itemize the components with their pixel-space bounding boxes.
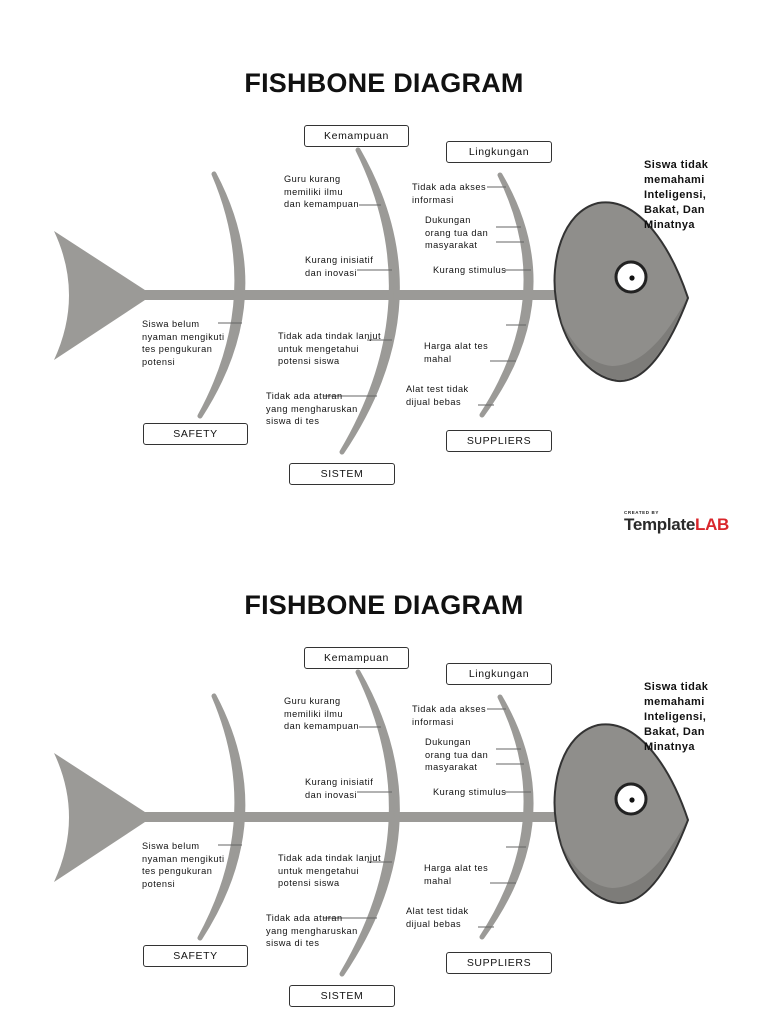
category-kemampuan: Kemampuan: [304, 125, 409, 147]
cause-kemampuan-2: Kurang inisiatif dan inovasi: [305, 255, 374, 278]
brand-name-part2: LAB: [694, 515, 730, 534]
cause-sistem-1: Tidak ada tindak lanjut untuk mengetahui potensi siswa: [278, 331, 382, 366]
diagram-title: FISHBONE DIAGRAM: [244, 590, 524, 620]
fishbone-drawing: [0, 0, 768, 500]
cause-lingkungan-1: Tidak ada akses informasi: [412, 704, 487, 727]
cause-lingkungan-2: Dukungan orang tua dan masyarakat: [425, 215, 489, 250]
cause-kemampuan-1: Guru kurang memiliki ilmu dan kemampuan: [284, 174, 359, 209]
brand-name-part1: Template: [624, 515, 695, 534]
effect-label: Siswa tidak memahami Inteligensi, Bakat, Dan Minatnya: [644, 159, 709, 231]
cause-safety-1: Siswa belum nyaman mengikuti tes pengukuran potensi: [142, 841, 225, 889]
fish-spine: [140, 812, 560, 822]
cause-suppliers-2: Alat test tidak dijual bebas: [406, 906, 469, 929]
cause-lingkungan-1: Tidak ada akses informasi: [412, 182, 487, 205]
cause-lingkungan-3: Kurang stimulus: [433, 265, 507, 275]
fish-pupil: [629, 797, 634, 802]
category-kemampuan: Kemampuan: [304, 647, 409, 669]
category-lingkungan: Lingkungan: [446, 663, 552, 685]
category-safety: SAFETY: [143, 423, 248, 445]
fish-tail: [54, 753, 148, 882]
diagram-title: FISHBONE DIAGRAM: [244, 68, 524, 98]
cause-lingkungan-3: Kurang stimulus: [433, 787, 507, 797]
cause-lingkungan-2: Dukungan orang tua dan masyarakat: [425, 737, 489, 772]
cause-suppliers-2: Alat test tidak dijual bebas: [406, 384, 469, 407]
category-sistem: SISTEM: [289, 985, 395, 1007]
category-safety: SAFETY: [143, 945, 248, 967]
cause-suppliers-1: Harga alat tes mahal: [424, 863, 489, 886]
fishbone-diagram-2: [0, 522, 768, 1022]
fish-tail: [54, 231, 148, 360]
cause-sistem-2: Tidak ada aturan yang mengharuskan siswa di tes: [266, 913, 358, 948]
cause-kemampuan-2: Kurang inisiatif dan inovasi: [305, 777, 374, 800]
cause-suppliers-1: Harga alat tes mahal: [424, 341, 489, 364]
category-suppliers: SUPPLIERS: [446, 430, 552, 452]
fish-pupil: [629, 275, 634, 280]
cause-sistem-1: Tidak ada tindak lanjut untuk mengetahui potensi siswa: [278, 853, 382, 888]
fish-spine: [140, 290, 560, 300]
category-suppliers: SUPPLIERS: [446, 952, 552, 974]
cause-safety-1: Siswa belum nyaman mengikuti tes pengukuran potensi: [142, 319, 225, 367]
cause-sistem-2: Tidak ada aturan yang mengharuskan siswa di tes: [266, 391, 358, 426]
brand-created-by: CREATED BY: [624, 510, 659, 515]
cause-kemampuan-1: Guru kurang memiliki ilmu dan kemampuan: [284, 696, 359, 731]
fishbone-drawing: [0, 522, 768, 1022]
category-sistem: SISTEM: [289, 463, 395, 485]
category-lingkungan: Lingkungan: [446, 141, 552, 163]
effect-label: Siswa tidak memahami Inteligensi, Bakat, Dan Minatnya: [644, 681, 709, 753]
